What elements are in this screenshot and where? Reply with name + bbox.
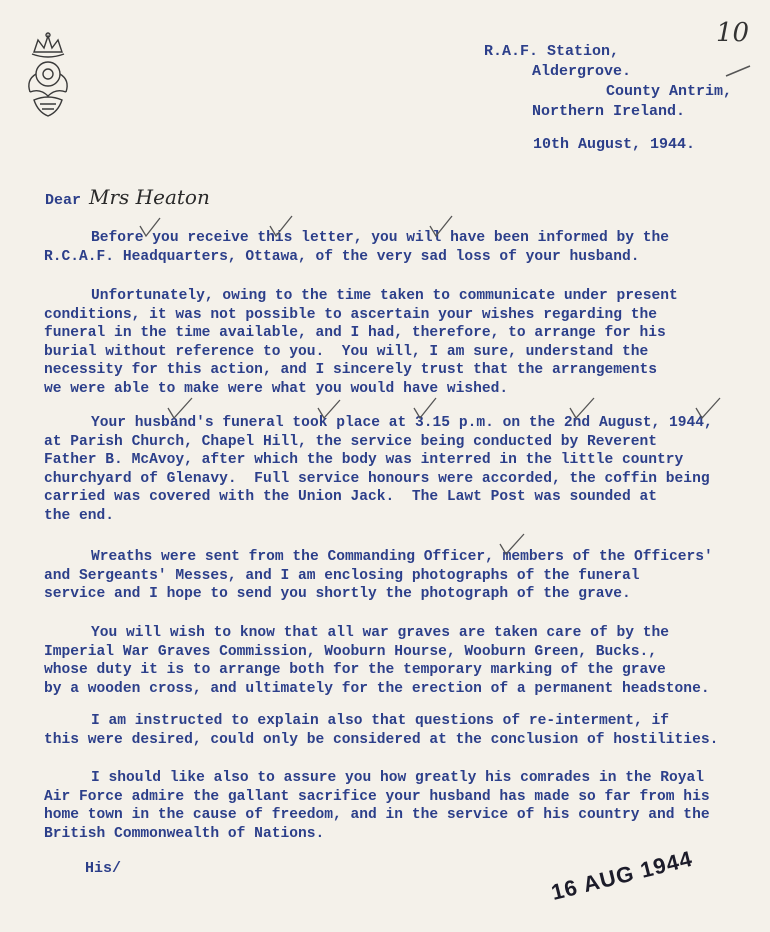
text-line: home town in the cause of freedom, and in the service of his country and the [44,807,710,824]
text-line: Unfortunately, owing to the time taken to communicate under present [91,288,678,304]
paragraph [44,548,756,604]
royal-crest-icon [20,30,76,122]
text-line: by a wooden cross, and ultimately for the erection of a permanent headstone. [44,680,710,697]
text-line: I am instructed to explain also that questions of re-interment, if [91,713,670,729]
recipient-name-handwritten: Mrs Heaton [89,185,210,209]
text-line: Air Force admire the gallant sacrifice your husband has made so far from his [44,788,710,805]
text-line: You will wish to know that all war graves are taken care of by the [91,625,670,641]
paragraph [44,712,756,749]
salutation [45,185,210,209]
text-line: Wreaths were sent from the Commanding Officer, members of the Officers' [91,549,713,565]
text-line: whose duty it is to arrange both for the temporary marking of the grave [44,662,666,679]
paragraph [44,414,756,526]
address-line: R.A.F. Station, [484,43,620,60]
text-line: R.C.A.F. Headquarters, Ottawa, of the very sad loss of your husband. [44,248,640,265]
text-line: churchyard of Glenavy. Full service honours were accorded, the coffin being [44,470,710,487]
address-line: County Antrim, [606,83,733,100]
continuation-mark: His/ [85,860,122,877]
text-line: service and I hope to send you shortly the photograph of the grave. [44,586,631,603]
paragraph [44,769,756,843]
text-line: necessity for this action, and I sincerely trust that the arrangements [44,362,658,379]
text-line: Before you receive this letter, you will have been informed by the [91,230,670,246]
text-line: funeral in the time available, and I had, therefore, to arrange for his [44,325,666,342]
salutation-text: Dear [45,192,82,209]
text-line: at Parish Church, Chapel Hill, the service being conducted by Reverent [44,433,658,450]
address-line: Northern Ireland. [532,103,686,120]
paragraph [44,287,756,399]
text-line: I should like also to assure you how greatly his comrades in the Royal [91,770,705,786]
text-line: the end. [44,507,115,524]
sender-address [420,42,750,122]
text-line: and Sergeants' Messes, and I am enclosing photographs of the funeral [44,567,640,584]
letter-date: 10th August, 1944. [533,136,696,153]
text-line: Imperial War Graves Commission, Wooburn Hourse, Wooburn Green, Bucks., [44,643,658,660]
text-line: burial without reference to you. You will, I am sure, understand the [44,343,649,360]
text-line: we were able to make were what you would have wished. [44,380,509,397]
received-date-stamp: 16 AUG 1944 [548,845,696,906]
text-line: this were desired, could only be considered at the conclusion of hostilities. [44,731,719,748]
page-number-handwritten: 10 [716,18,750,48]
text-line: conditions, it was not possible to ascertain your wishes regarding the [44,306,658,323]
text-line: carried was covered with the Union Jack. The Lawt Post was sounded at [44,489,658,506]
text-line: British Commonwealth of Nations. [44,825,325,842]
text-line: Your husband's funeral took place at 3.15 p.m. on the 2nd August, 1944, [91,415,713,431]
address-line: Aldergrove. [532,63,632,80]
paragraph [44,229,756,266]
paragraph [44,624,756,698]
text-line: Father B. McAvoy, after which the body was interred in the little country [44,452,684,469]
